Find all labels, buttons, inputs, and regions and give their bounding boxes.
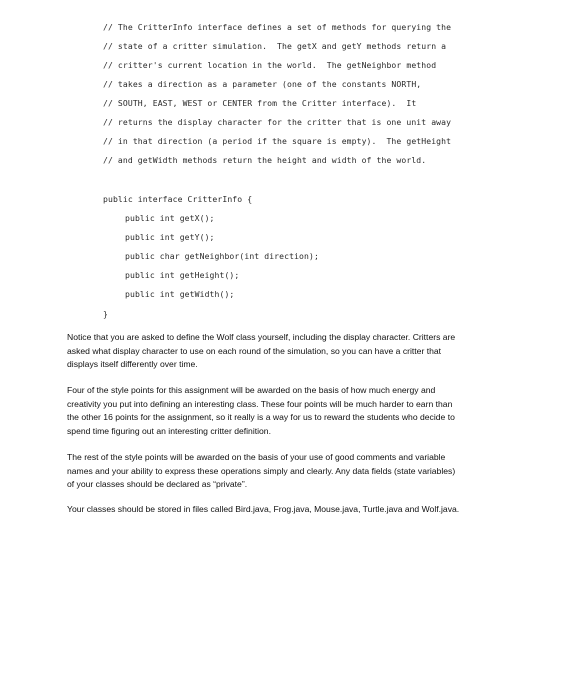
paragraph-file-names <box>67 503 512 517</box>
paragraph-line: Notice that you are asked to define the Wolf class yourself, including the display character. Critters are <box>67 332 456 342</box>
paragraph-line: Four of the style points for this assignment will be awarded on the basis of how much energy and <box>67 385 436 395</box>
comment-line: // in that direction (a period if the square is empty). The getHeight <box>103 136 452 146</box>
paragraph-line: names and your ability to express these operations simply and clearly. Any data fields (state variables) <box>67 465 456 476</box>
paragraph-style-points <box>67 384 512 438</box>
comment-line: // critter's current location in the world. The getNeighbor method <box>103 60 437 70</box>
comment-line: // returns the display character for the critter that is one unit away <box>103 117 452 127</box>
paragraph-line: the other 16 points for the assignment, so it really is a way for us to reward the students who decide to <box>67 412 455 423</box>
paragraph-wolf-class <box>67 331 512 372</box>
paragraph-line: displays itself differently over time. <box>67 359 198 370</box>
interface-method: public int getHeight(); <box>125 270 240 280</box>
comment-line: // state of a critter simulation. The getX and getY methods return a <box>103 41 447 51</box>
comment-line: // and getWidth methods return the height and width of the world. <box>103 155 427 165</box>
paragraph-line: Your classes should be stored in files called Bird.java, Frog.java, Mouse.java, Turtle.java and Wolf.java. <box>67 504 460 514</box>
paragraph-line: creativity you put into defining an interesting class. These four points will be much harder to earn than <box>67 398 453 409</box>
interface-method: public char getNeighbor(int direction); <box>125 251 319 261</box>
comment-line: // The CritterInfo interface defines a set of methods for querying the <box>103 22 452 32</box>
interface-method: public int getWidth(); <box>125 289 235 299</box>
paragraph-line: asked what display character to use on each round of the simulation, so you can have a critter that <box>67 345 442 356</box>
comment-line: // takes a direction as a parameter (one of the constants NORTH, <box>103 79 422 89</box>
paragraph-line: spend time figuring out an interesting critter definition. <box>67 425 271 436</box>
paragraph-line: of your classes should be declared as “private”. <box>67 479 248 490</box>
paragraph-comments-naming <box>67 451 512 492</box>
paragraph-line: The rest of the style points will be awarded on the basis of your use of good comments and variable <box>67 452 446 462</box>
comment-line: // SOUTH, EAST, WEST or CENTER from the Critter interface). It <box>103 98 417 108</box>
interface-method: public int getY(); <box>125 232 215 242</box>
interface-header: public interface CritterInfo { <box>103 194 253 204</box>
interface-method: public int getX(); <box>125 213 215 223</box>
interface-close-brace: } <box>103 309 108 319</box>
